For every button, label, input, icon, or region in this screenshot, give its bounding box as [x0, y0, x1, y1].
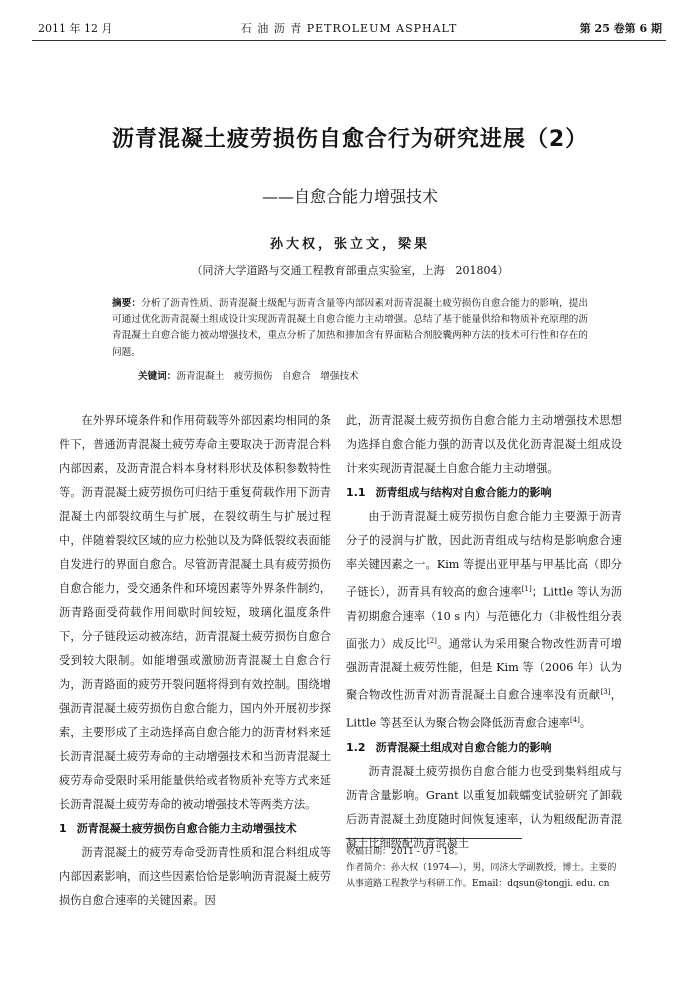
citation-ref-3[interactable]: [3] — [600, 688, 611, 697]
intro-paragraph: 在外界环境条件和作用荷载等外部因素均相同的条件下，普通沥青混凝土疲劳寿命主要取决于沥青混合料内部因素，及沥青混合料本身材料形状及体积参数特性等。沥青混凝土疲劳损伤可归结于重复荷载作用下沥青混凝土内部裂纹萌生与扩展，在裂纹萌生与扩展过程中，伴随着裂纹区域的应力松弛以及为降低裂纹表面能自发进行的界面自愈合。尽管沥青混凝土具有疲劳损伤自愈合能力，受交通条件和环境因素等外界条件制约，沥青路面受荷载作用间歇时间较短，玻璃化温度条件下，分子链段运动被冻结，沥青混凝土疲劳损伤自愈合受到较大限制。如能增强或激励沥青混凝土自愈合行为，沥青路面的疲劳开裂问题将得到有效控制。围绕增强沥青混凝土疲劳损伤自愈合能力，国内外开展初步探索，主要形成了主动选择高自愈合能力的沥青材料来延长沥青混凝土疲劳寿命的主动增强技术和当沥青混凝土疲劳寿命受限时采用能量供给或者物质补充等方式来延长沥青混凝土疲劳寿命的被动增强技术等两类方法。 — [59, 414, 331, 811]
section-1-1-paragraph — [346, 505, 622, 736]
text-run: 。通常认为采用聚合物改性沥青可增强沥青混凝土疲劳性能，但是 Kim 等（2006 年）认为聚合物改性沥青对沥青混凝土自愈合速率没有贡献 — [346, 637, 622, 703]
header-rule — [32, 40, 666, 41]
header-date: 2011 年 12 月 — [38, 22, 113, 35]
section-1-2-title: 沥青混凝土组成对自愈合能力的影响 — [375, 740, 552, 754]
header-journal: 石 油 沥 青 PETROLEUM ASPHALT — [240, 22, 458, 35]
footnote-rule — [346, 838, 522, 839]
author-affiliation: （同济大学道路与交通工程教育部重点实验室，上海 201804） — [191, 264, 509, 277]
author-list: 孙大权，张立文，梁果 — [269, 237, 430, 252]
section-1-1-title: 沥青组成与结构对自愈合能力的影响 — [375, 486, 552, 499]
received-date: 收稿日期：2011 - 07 - 18。 — [346, 847, 464, 857]
section-1-title: 沥青混凝土疲劳损伤自愈合能力主动增强技术 — [76, 822, 297, 835]
citation-ref-1[interactable]: [1] — [521, 585, 532, 593]
section-1-heading — [59, 817, 331, 841]
section-1-number: 1 — [59, 822, 67, 835]
section-1-2-heading — [346, 736, 622, 760]
section-1-2-paragraph: 沥青混凝土疲劳损伤自愈合能力也受到集料组成与沥青含量影响。Grant 以重复加载蠕变试验研究了卸载后沥青混凝土劲度随时间恢复速率，认为粗级配沥青混凝土比细级配沥青混凝土 — [346, 764, 622, 850]
section-1-continued: 此，沥青混凝土疲劳损伤自愈合能力主动增强技术思想为选择自愈合能力强的沥青以及优化沥青混凝土组成设计来实现沥青混凝土自愈合能力主动增强。 — [346, 414, 622, 475]
running-header — [32, 14, 666, 36]
citation-ref-2[interactable]: [2] — [426, 636, 437, 645]
section-1-1-number: 1.1 — [346, 486, 366, 499]
text-run: ；Little 等认为沥青初期愈合速率（10 s 内）与范德化力（非极性组分表面张力）成反比 — [346, 585, 622, 651]
text-run: ，Little 等甚至认为聚合物会降低沥青愈合速率 — [346, 689, 622, 730]
citation-ref-4[interactable]: [4] — [569, 716, 580, 725]
abstract — [112, 296, 588, 361]
text-run: 。 — [579, 716, 592, 730]
text-run: 由于沥青混凝土疲劳损伤自愈合能力主要源于沥青分子的浸润与扩散，因此沥青组成与结构是影响愈合速率关键因素之一。Kim 等提出亚甲基与甲基比高（即分子链长），沥青具有较高的愈合速率 — [346, 510, 622, 599]
paper-subtitle: ——自愈合能力增强技术 — [261, 187, 438, 206]
section-1-1-heading — [346, 481, 622, 505]
right-column — [346, 409, 622, 856]
author-bio: 作者简介：孙大权（1974—），男，同济大学副教授，博士。主要的从事道路工程教学与科研工作。Email：dqsun@tongji. edu. cn — [346, 863, 617, 889]
header-issue: 第 25 卷第 6 期 — [579, 22, 662, 35]
paper-title: 沥青混凝土疲劳损伤自愈合行为研究进展（2） — [111, 127, 589, 152]
keywords-label: 关键词： — [138, 371, 177, 382]
section-1-paragraph: 沥青混凝土的疲劳寿命受沥青性质和混合料组成等内部因素影响，而这些因素恰恰是影响沥青混凝土疲劳损伤自愈合速率的关键因素。因 — [59, 846, 331, 907]
abstract-label: 摘要： — [112, 298, 142, 309]
section-1-2-number: 1.2 — [346, 740, 366, 754]
abstract-text: 分析了沥青性质、沥青混凝土级配与沥青含量等内部因素对沥青混凝土疲劳损伤自愈合能力的影响，提出可通过优化沥青混凝土组成设计实现沥青混凝土自愈合能力主动增强。总结了基于能量供给和物质补充原理的沥青混凝土自愈合能力被动增强技术，重点分析了加热和掺加含有界面粘合剂胶囊两种方法的技术可行性和存在的问题。 — [112, 298, 589, 358]
left-column — [59, 409, 331, 913]
keywords — [138, 368, 359, 382]
footnote — [346, 844, 622, 892]
keywords-text: 沥青混凝土 疲劳损伤 自愈合 增强技术 — [176, 371, 359, 382]
